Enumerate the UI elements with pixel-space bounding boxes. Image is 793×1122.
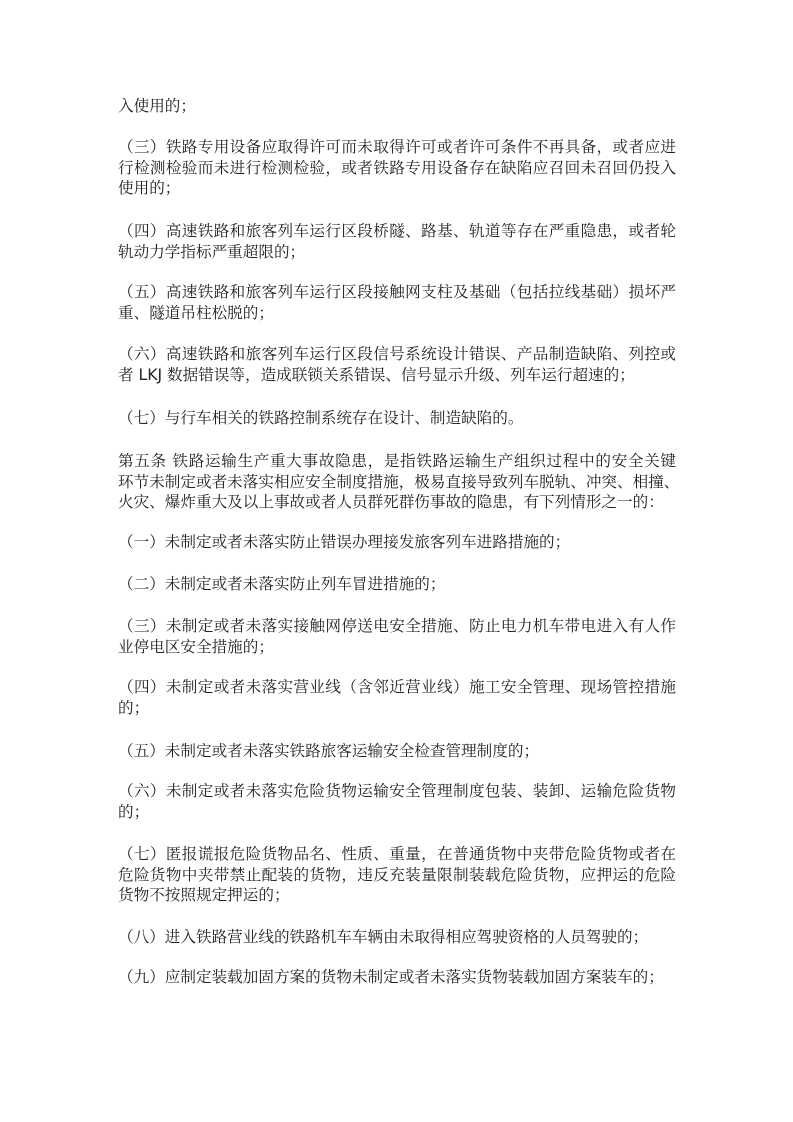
text-line: （七）与行车相关的铁路控制系统存在设计、制造缺陷的。 <box>118 409 524 427</box>
paragraph <box>118 344 676 385</box>
text-line: （四）高速铁路和旅客列车运行区段桥隧、路基、轨道等存在严重隐患，或者轮 <box>118 222 676 240</box>
paragraph <box>118 574 676 595</box>
text-line: （八）进入铁路营业线的铁路机车车辆由未取得相应驾驶资格的人员驾驶的； <box>118 928 649 946</box>
text-line: 使用的； <box>118 179 181 197</box>
text-line: 环节未制定或者未落实相应安全制度措施，极易直接导致列车脱轨、冲突、相撞、 <box>118 472 680 491</box>
text-line: （四）未制定或者未落实营业线（含邻近营业线）施工安全管理、现场管控措施 <box>118 678 676 696</box>
paragraph <box>118 282 676 323</box>
paragraph <box>118 677 676 718</box>
text-line: （五）高速铁路和旅客列车运行区段接触网支柱及基础（包括拉线基础）损坏严 <box>118 283 676 301</box>
paragraph <box>118 96 676 117</box>
text-line: （六）高速铁路和旅客列车运行区段信号系统设计错误、产品制造缺陷、列控或 <box>118 345 676 363</box>
text-line: 第五条 铁路运输生产重大事故隐患，是指铁路运输生产组织过程中的安全关键 <box>118 452 676 470</box>
text-line: （三）未制定或者未落实接触网停送电安全措施、防止电力机车带电进入有人作 <box>118 617 676 635</box>
text-line: （五）未制定或者未落实铁路旅客运输安全检查管理制度的； <box>118 742 540 760</box>
paragraph <box>118 741 676 762</box>
text-line: （七）匿报谎报危险货物品名、性质、重量，在普通货物中夹带危险货物或者在 <box>118 845 676 863</box>
text-line: （二）未制定或者未落实防止列车冒进措施的； <box>118 575 446 593</box>
paragraph <box>118 927 676 948</box>
text-line: 重、隧道吊柱松脱的； <box>118 303 274 322</box>
paragraph <box>118 532 676 553</box>
paragraph <box>118 408 676 429</box>
text-line: （三）铁路专用设备应取得许可而未取得许可或者许可条件不再具备，或者应进 <box>118 138 676 156</box>
text-line: 轨动力学指标严重超限的； <box>118 242 306 261</box>
paragraph <box>118 137 676 199</box>
text-line: 货物不按照规定押运的； <box>118 886 290 904</box>
text-line: （九）应制定装载加固方案的货物未制定或者未落实货物装载加固方案装车的； <box>118 968 664 986</box>
text-line: （六）未制定或者未落实危险货物运输安全管理制度包装、装卸、运输危险货物 <box>118 782 676 800</box>
text-line: 业停电区安全措施的； <box>118 637 274 656</box>
paragraph <box>118 781 676 822</box>
paragraph <box>118 616 676 657</box>
paragraph <box>118 451 680 513</box>
text-line: （一）未制定或者未落实防止错误办理接发旅客列车进路措施的； <box>118 533 571 551</box>
text-line: 入使用的； <box>118 97 196 115</box>
paragraph <box>118 221 676 262</box>
text-line: 的； <box>118 802 150 821</box>
text-line: 火灾、爆炸重大及以上事故或者人员群死群伤事故的隐患，有下列情形之一的： <box>118 493 664 511</box>
paragraph <box>118 844 676 906</box>
text-line: 的； <box>118 698 150 717</box>
text-line: 危险货物中夹带禁止配装的货物，违反充装量限制装载危险货物，应押运的危险 <box>118 865 676 884</box>
text-line: 行检测检验而未进行检测检验，或者铁路专用设备存在缺陷应召回未召回仍投入 <box>118 158 676 177</box>
text-line: 者 LKJ 数据错误等，造成联锁关系错误、信号显示升级、列车运行超速的； <box>118 365 635 384</box>
paragraph <box>118 967 676 988</box>
